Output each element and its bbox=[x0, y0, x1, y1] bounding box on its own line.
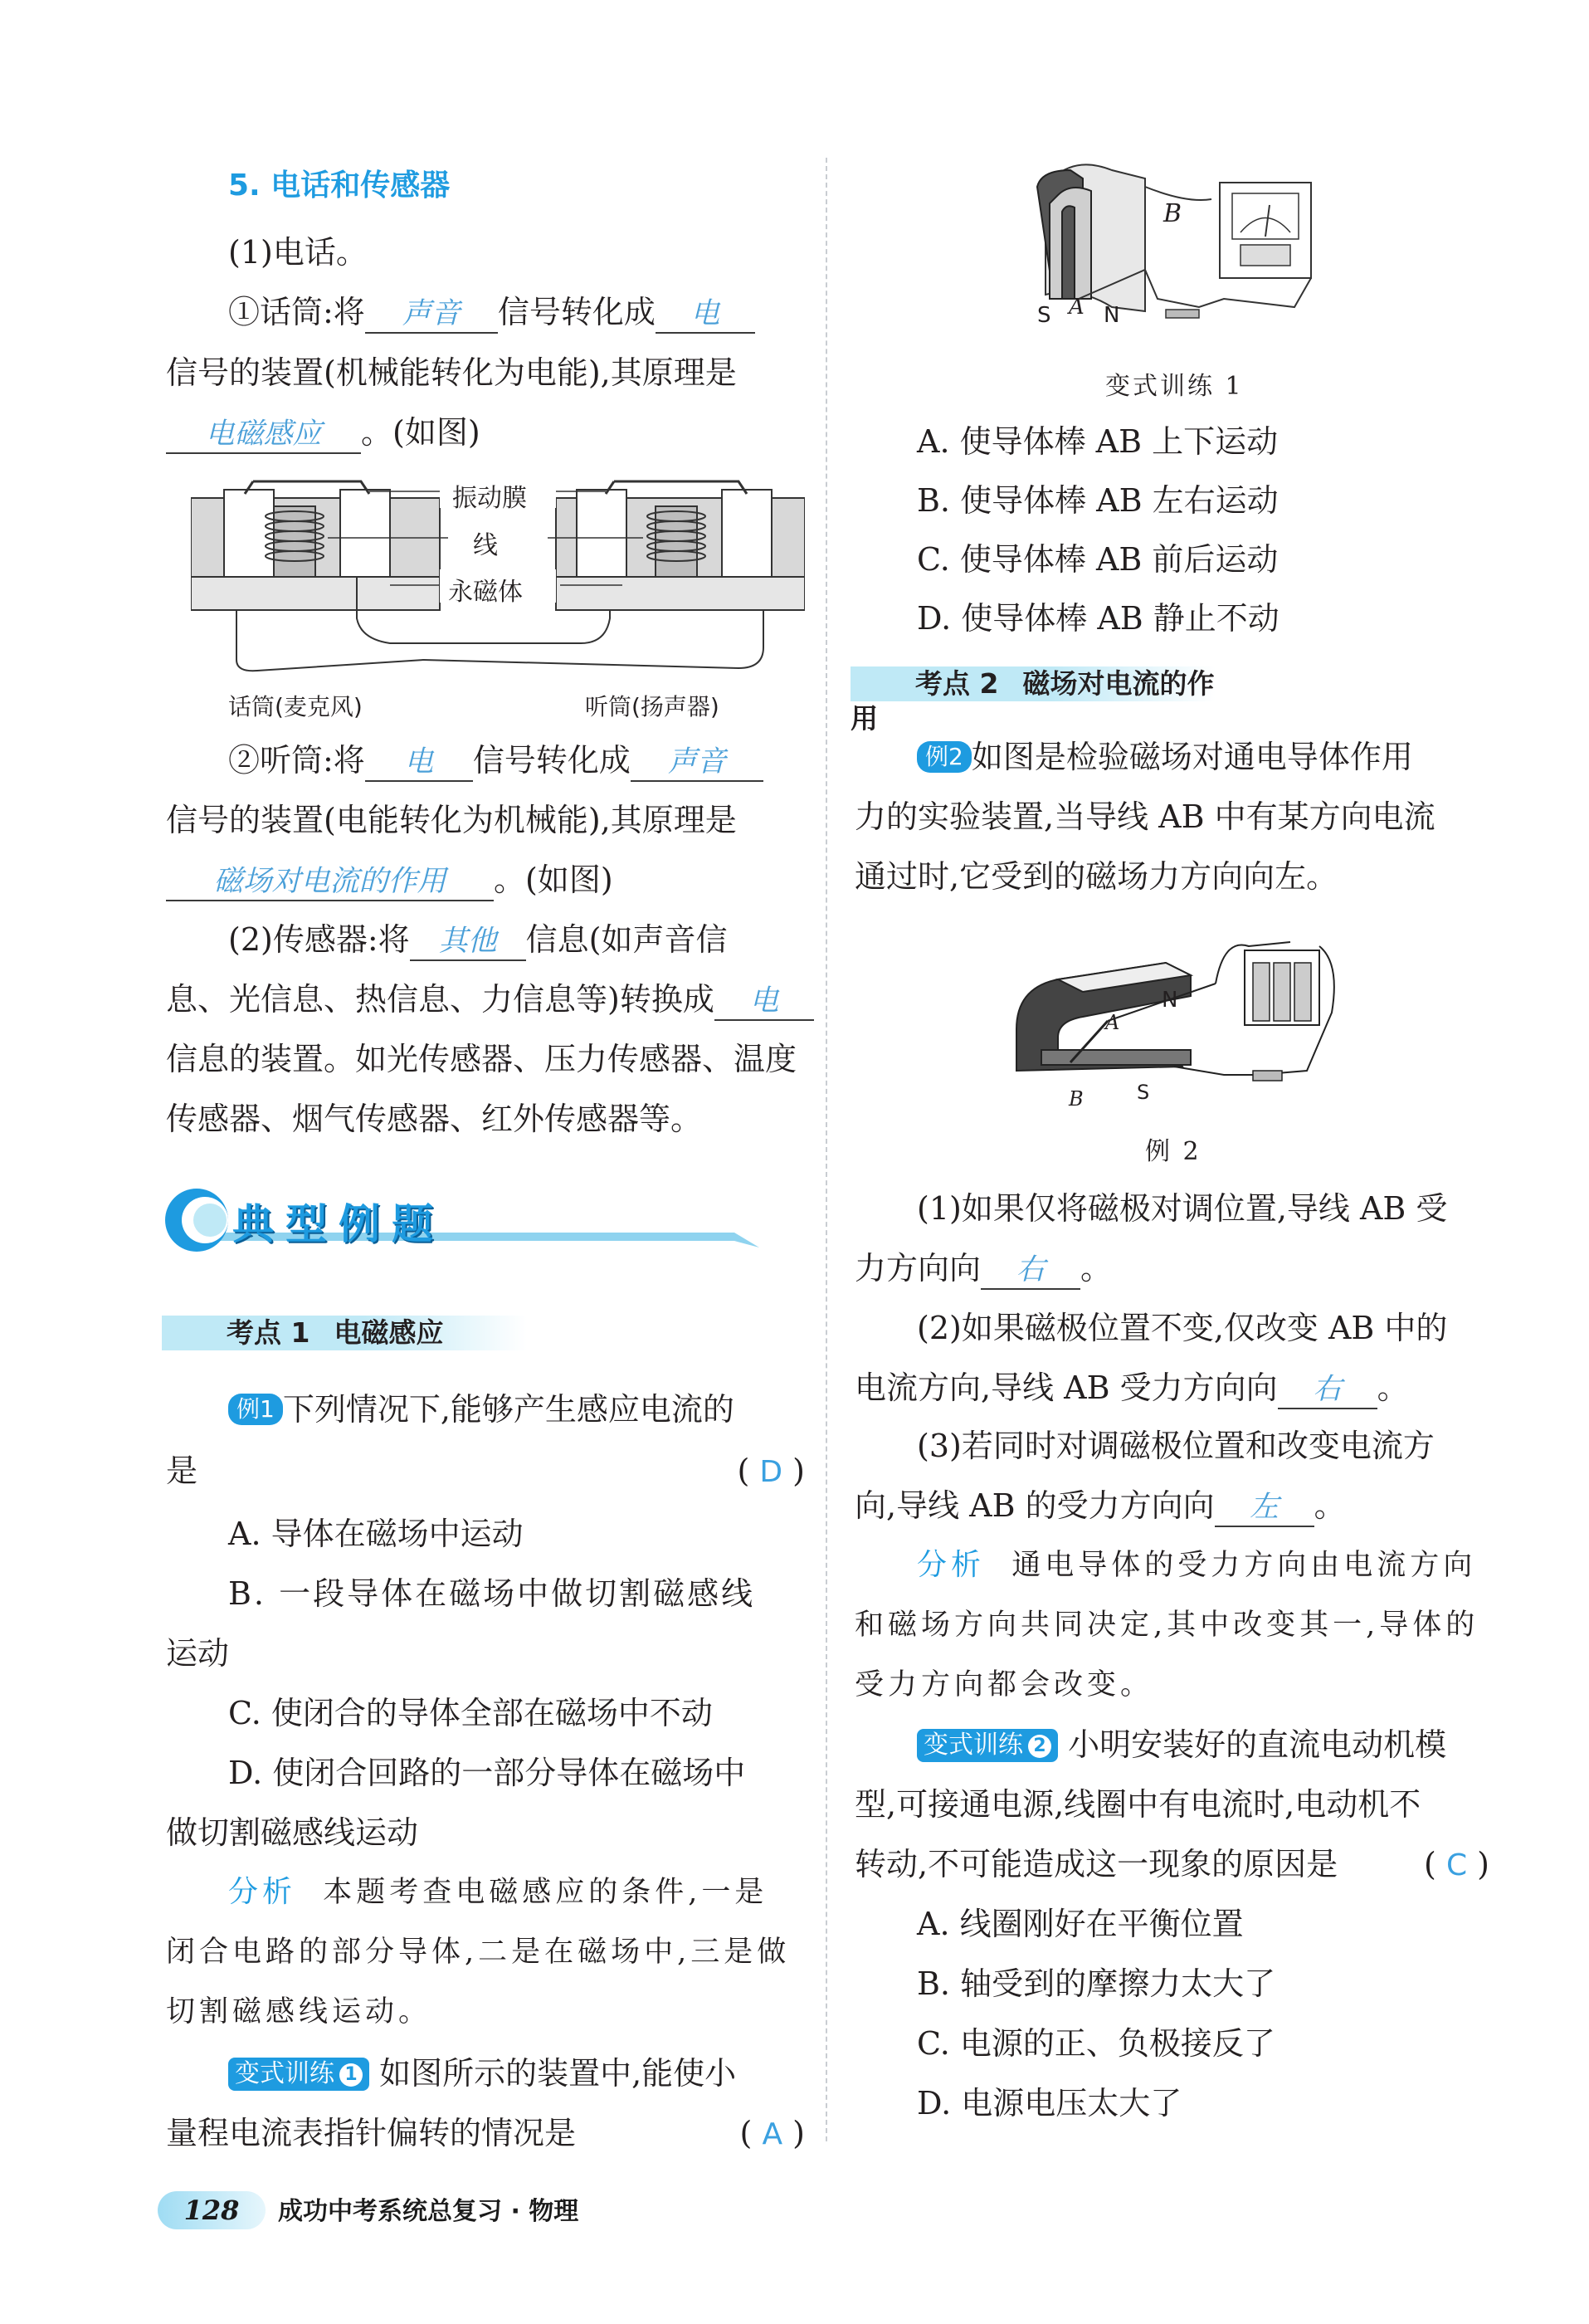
fig2-label-s: S bbox=[1137, 1081, 1150, 1104]
variant-2-line-1: 变式训练 2 小明安装好的直流电动机模 bbox=[917, 1723, 1446, 1766]
page-number-pill bbox=[158, 2191, 266, 2229]
fig2-label-a: A bbox=[1105, 1011, 1120, 1034]
sensor-line-2: 息、光信息、热信息、力信息等)转换成 电 bbox=[166, 978, 814, 1021]
fig2-caption: 例 2 bbox=[1145, 1137, 1201, 1166]
fig1-label-b: B bbox=[1163, 199, 1182, 228]
analysis-1-line-2: 闭合电路的部分导体,二是在磁场中,三是做 bbox=[166, 1936, 791, 1969]
receiver-line-3: 磁场对电流的作用 。(如图) bbox=[166, 858, 613, 901]
label-membrane: 振动膜 bbox=[452, 484, 527, 513]
analysis-1-line-1: 分析 本题考查电磁感应的条件,一是 bbox=[228, 1875, 768, 1909]
kaodian-1-label: 考点 1 bbox=[227, 1316, 310, 1349]
question-3-line-1: (3)若同时对调磁极位置和改变电流方 bbox=[917, 1428, 1435, 1464]
mic-line-2: 信号的装置(机械能转化为电能),其原理是 bbox=[166, 354, 737, 391]
variant-2-option-b: B. 轴受到的摩擦力太大了 bbox=[917, 1965, 1276, 2002]
example-1-option-d-cont: 做切割磁感线运动 bbox=[166, 1814, 419, 1851]
example-1-option-b-cont: 运动 bbox=[166, 1635, 230, 1672]
kaodian-1-title: 电磁感应 bbox=[334, 1316, 444, 1349]
variant-1-option-c: C. 使导体棒 AB 前后运动 bbox=[917, 541, 1279, 578]
receiver-blank-1: 电 bbox=[365, 744, 473, 782]
receiver-line-1: ②听筒:将 电 信号转化成 声音 bbox=[228, 739, 763, 782]
variant-1-stem-1: 变式训练 1 如图所示的装置中,能使小 bbox=[228, 2052, 736, 2095]
sensor-blank-2: 电 bbox=[714, 983, 814, 1021]
variant-1-badge: 变式训练 1 bbox=[228, 2058, 369, 2091]
book-title: 成功中考系统总复习 · 物理 bbox=[278, 2197, 579, 2226]
example-1-option-d: D. 使闭合回路的一部分导体在磁场中 bbox=[228, 1755, 746, 1791]
variant-1-option-a: A. 使导体棒 AB 上下运动 bbox=[917, 423, 1279, 460]
analysis-2-line-1: 分析 通电导体的受力方向由电流方向 bbox=[917, 1548, 1477, 1582]
variant-2-badge: 变式训练 2 bbox=[917, 1729, 1058, 1762]
mic-blank-3: 电磁感应 bbox=[166, 416, 361, 454]
sensor-blank-1: 其他 bbox=[410, 923, 526, 961]
question-1-line-2: 力方向向 右 。 bbox=[855, 1247, 1112, 1290]
label-magnet: 永磁体 bbox=[448, 578, 523, 607]
sensor-line-4: 传感器、烟气传感器、红外传感器等。 bbox=[166, 1101, 703, 1137]
fig1-caption: 变式训练 1 bbox=[1105, 372, 1244, 401]
variant-2-option-a: A. 线圈刚好在平衡位置 bbox=[917, 1906, 1244, 1942]
mic-line-3: 电磁感应 。(如图) bbox=[166, 411, 480, 454]
example-1-option-b: B. 一段导体在磁场中做切割磁感线 bbox=[228, 1575, 756, 1612]
analysis-1-line-3: 切割磁感线运动。 bbox=[166, 1995, 432, 2029]
example-1-answer: D bbox=[759, 1455, 783, 1489]
receiver-line-2: 信号的装置(电能转化为机械能),其原理是 bbox=[166, 802, 737, 838]
analysis-2-line-2: 和磁场方向共同决定,其中改变其一,导体的 bbox=[855, 1609, 1479, 1642]
column-divider bbox=[826, 158, 827, 2141]
analysis-2-label: 分析 bbox=[917, 1548, 986, 1582]
kaodian-2-title: 磁场对电流的作用 bbox=[851, 667, 1215, 735]
variant-2-option-d: D. 电源电压太大了 bbox=[917, 2085, 1182, 2121]
example-1-stem-1: 例1 下列情况下,能够产生感应电流的 bbox=[228, 1388, 734, 1431]
kaodian-2-bar bbox=[851, 666, 1216, 735]
variant-2-answer: C bbox=[1445, 1848, 1468, 1882]
variant-1-answer: A bbox=[762, 2117, 783, 2151]
mic-line-1: ①话筒:将 声音 信号转化成 电 bbox=[228, 290, 755, 334]
receiver-blank-3: 磁场对电流的作用 bbox=[166, 863, 494, 901]
sensor-line-3: 信息的装置。如光传感器、压力传感器、温度 bbox=[166, 1041, 797, 1077]
fig1-label-n: N bbox=[1104, 303, 1120, 328]
label-coil: 线 bbox=[473, 531, 498, 560]
fig1-label-a: A bbox=[1069, 295, 1085, 320]
kaodian-2-label: 考点 2 bbox=[915, 667, 999, 700]
section-title: 5. 电话和传感器 bbox=[228, 168, 451, 203]
typical-examples-title: 典型例题 bbox=[232, 1200, 445, 1248]
variant-1-answer-bracket: ( A ) bbox=[739, 2115, 805, 2151]
variant-1-option-b: B. 使导体棒 AB 左右运动 bbox=[917, 482, 1279, 519]
mic-blank-1: 声音 bbox=[365, 295, 498, 334]
kaodian-1-bar bbox=[162, 1316, 527, 1350]
question-2-line-2: 电流方向,导线 AB 受力方向向 右 。 bbox=[855, 1366, 1409, 1409]
question-1-blank: 右 bbox=[981, 1252, 1080, 1290]
mic-blank-2: 电 bbox=[656, 295, 755, 334]
example-1-option-c: C. 使闭合的导体全部在磁场中不动 bbox=[228, 1695, 713, 1731]
page-number: 128 bbox=[183, 2195, 240, 2226]
variant-2-answer-bracket: ( C ) bbox=[1424, 1846, 1489, 1882]
example-1-stem-2: 是 ( D ) bbox=[166, 1449, 805, 1492]
receiver-blank-2: 声音 bbox=[631, 744, 763, 782]
subsection-phone: (1)电话。 bbox=[228, 234, 368, 271]
analysis-1-label: 分析 bbox=[228, 1875, 297, 1909]
motor-force-diagram bbox=[1008, 930, 1357, 1112]
question-2-blank: 右 bbox=[1278, 1371, 1377, 1409]
example-1-answer-bracket: ( D ) bbox=[737, 1452, 805, 1489]
example-1-option-a: A. 导体在磁场中运动 bbox=[228, 1516, 524, 1552]
analysis-2-line-3: 受力方向都会改变。 bbox=[855, 1668, 1154, 1702]
caption-microphone: 话筒(麦克风) bbox=[228, 693, 363, 720]
sensor-line-1: (2)传感器:将 其他 信息(如声音信 bbox=[228, 918, 727, 961]
example-1-badge: 例1 bbox=[228, 1394, 283, 1425]
fig2-label-b: B bbox=[1069, 1087, 1084, 1111]
galvanometer-diagram bbox=[1021, 154, 1336, 336]
example-2-line-2: 力的实验装置,当导线 AB 中有某方向电流 bbox=[855, 798, 1435, 835]
example-2-badge: 例2 bbox=[917, 741, 972, 773]
fig2-label-n: N bbox=[1162, 988, 1178, 1013]
variant-2-line-2: 型,可接通电源,线圈中有电流时,电动机不 bbox=[855, 1786, 1421, 1823]
question-3-line-2: 向,导线 AB 的受力方向向 左 。 bbox=[855, 1484, 1346, 1527]
variant-2-line-3: 转动,不可能造成这一现象的原因是 ( C ) bbox=[855, 1843, 1489, 1886]
example-2-line-1: 例2 如图是检验磁场对通电导体作用 bbox=[917, 735, 1413, 779]
example-2-line-3: 通过时,它受到的磁场力方向向左。 bbox=[855, 858, 1338, 895]
caption-speaker: 听筒(扬声器) bbox=[585, 693, 719, 720]
question-1-line-1: (1)如果仅将磁极对调位置,导线 AB 受 bbox=[917, 1190, 1448, 1227]
question-2-line-1: (2)如果磁极位置不变,仅改变 AB 中的 bbox=[917, 1310, 1448, 1346]
question-3-blank: 左 bbox=[1215, 1489, 1314, 1527]
variant-1-stem-2: 量程电流表指针偏转的情况是 ( A ) bbox=[166, 2112, 805, 2155]
variant-1-option-d: D. 使导体棒 AB 静止不动 bbox=[917, 600, 1279, 637]
fig1-label-s: S bbox=[1037, 303, 1051, 328]
variant-2-option-c: C. 电源的正、负极接反了 bbox=[917, 2025, 1275, 2062]
